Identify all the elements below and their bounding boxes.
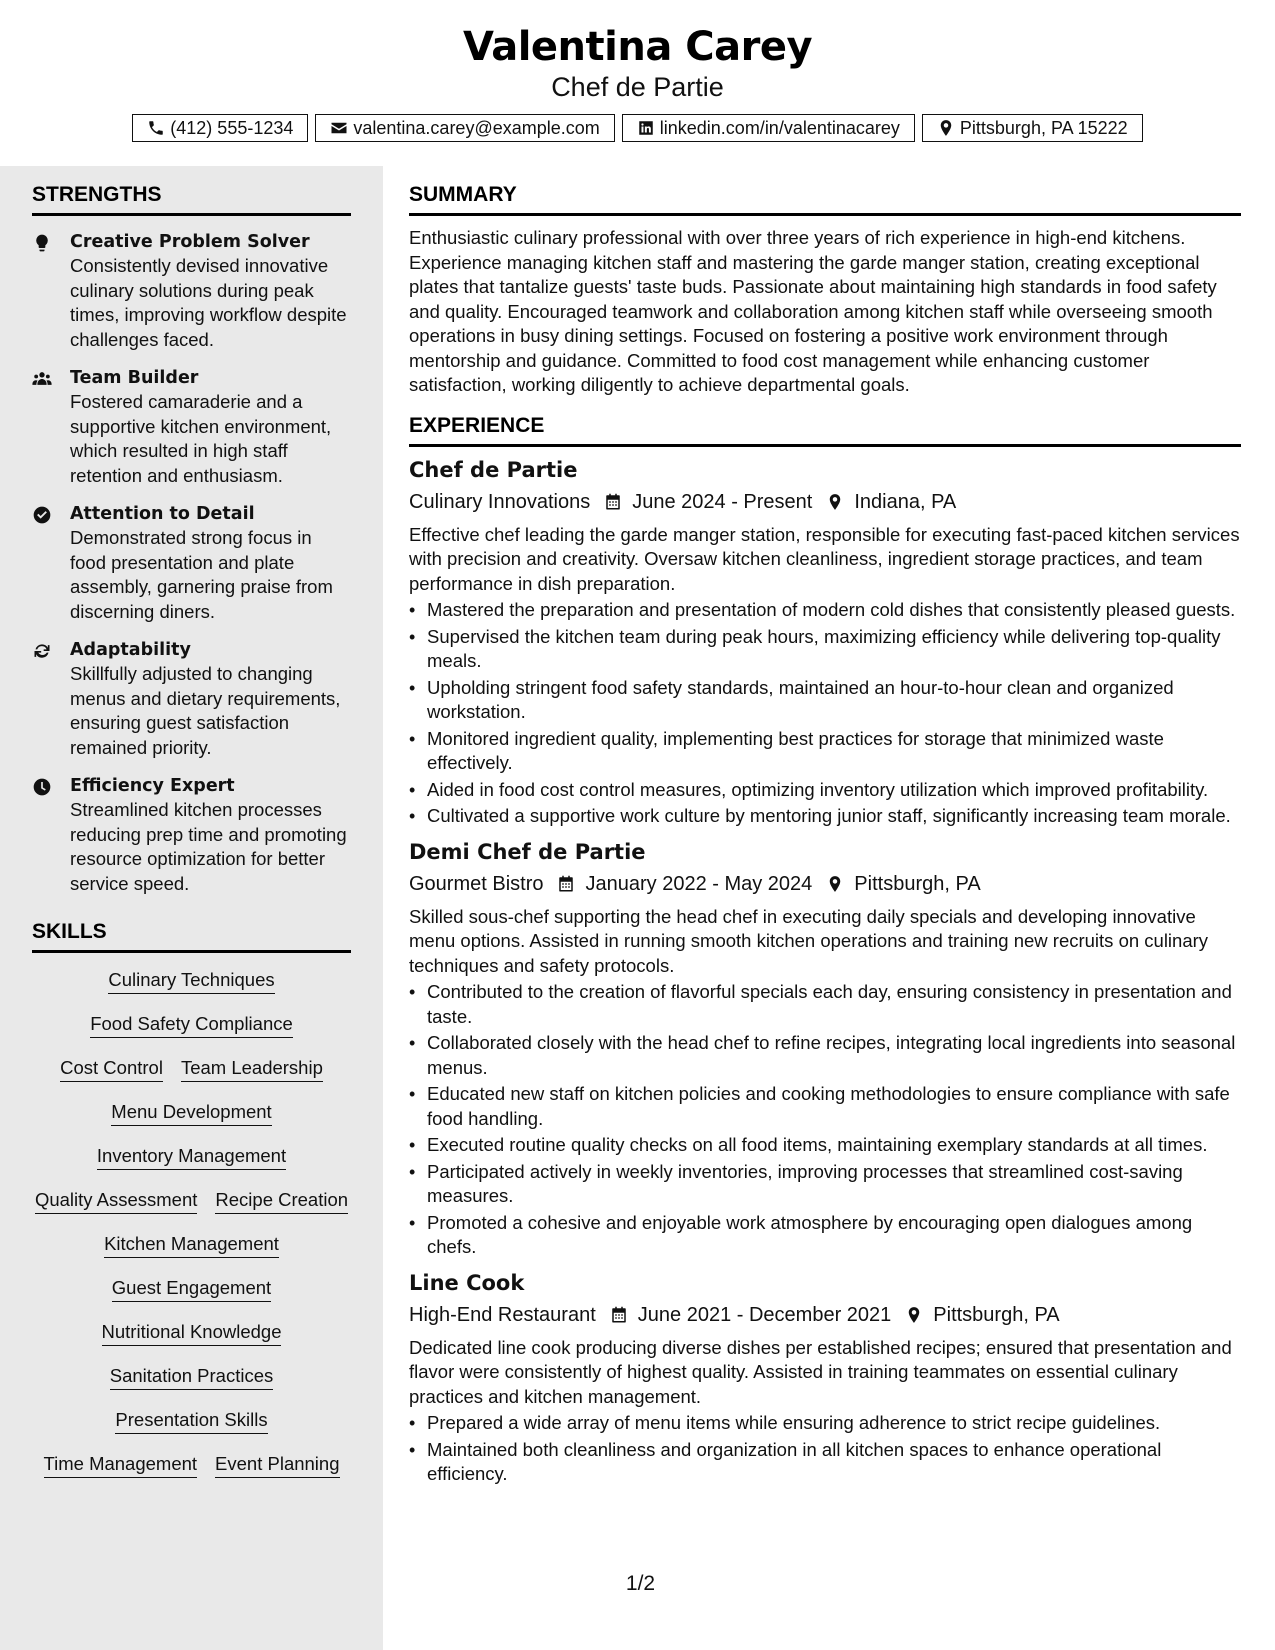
contact-location xyxy=(922,114,1143,142)
job-meta xyxy=(409,1300,1241,1330)
skill-tag: Kitchen Management xyxy=(104,1231,279,1258)
skills-list xyxy=(32,967,351,1478)
skill-tag: Presentation Skills xyxy=(115,1407,267,1434)
strength-item xyxy=(32,230,352,352)
strength-desc: Streamlined kitchen processes reducing prep time and promoting resource optimization for better service speed. xyxy=(70,799,347,894)
job-dates: June 2021 - December 2021 xyxy=(637,1303,892,1326)
bullet-item: • Maintained both cleanliness and organization in all kitchen spaces to enhance operational efficiency. xyxy=(427,1438,1241,1487)
strength-title: Attention to Detail xyxy=(70,504,255,524)
map-pin-icon xyxy=(826,874,844,894)
page-number xyxy=(0,1572,1275,1596)
job-dates: January 2022 - May 2024 xyxy=(585,872,813,895)
clock-icon xyxy=(32,777,52,797)
strength-title: Team Builder xyxy=(70,368,199,388)
bullet-item: • Upholding stringent food safety standards, maintained an hour-to-hour clean and organized workstation. xyxy=(427,676,1241,725)
summary-heading: SUMMARY xyxy=(409,183,1241,216)
strength-desc: Skillfully adjusted to changing menus and dietary requirements, ensuring guest satisfaction remained priority. xyxy=(70,663,341,758)
bullet-item: • Prepared a wide array of menu items while ensuring adherence to strict recipe guidelines. xyxy=(427,1411,1241,1436)
job-entry xyxy=(409,1268,1241,1487)
job-company: Culinary Innovations xyxy=(409,490,591,513)
job-title: Chef de Partie xyxy=(409,457,578,482)
job-location: Pittsburgh, PA xyxy=(933,1303,1060,1326)
check-circle-icon xyxy=(32,505,52,525)
envelope-icon xyxy=(330,119,348,137)
location-text: Pittsburgh, PA 15222 xyxy=(959,117,1128,138)
skill-tag: Quality Assessment xyxy=(35,1187,197,1214)
main-column xyxy=(409,166,1241,1489)
experience-heading: EXPERIENCE xyxy=(409,414,1241,447)
map-pin-icon xyxy=(826,492,844,512)
skill-tag: Sanitation Practices xyxy=(110,1363,274,1390)
phone-icon xyxy=(147,119,165,137)
summary-text: Enthusiastic culinary professional with over three years of rich experience in high-end kitchens. Experience managing kitchen staff and mastering the garde manger station, creating exceptional plates that tantalize guests' taste buds. Passionate about maintaining high standards in food safety and quality. Encouraged teamwork and collaboration among kitchen staff while overseeing smooth operations in busy dining settings. Focused on fostering a positive work environment through mentorship and guidance. Committed to food cost management while enhancing customer satisfaction, working diligently to achieve departmental goals. xyxy=(409,227,1217,395)
lightbulb-icon xyxy=(32,233,52,253)
job-description: Dedicated line cook producing diverse dishes per established recipes; ensured that presentation and flavor were consistently of highest quality. Assisted in training teammates on essential culinary practices and kitchen management. xyxy=(409,1336,1232,1407)
strength-item xyxy=(32,502,352,624)
job-company: High-End Restaurant xyxy=(409,1303,596,1326)
job-title: Line Cook xyxy=(409,1270,525,1295)
skill-tag: Event Planning xyxy=(215,1451,339,1478)
job-meta xyxy=(409,487,1241,517)
skill-tag: Guest Engagement xyxy=(112,1275,271,1302)
sidebar xyxy=(0,166,383,1650)
bullet-item: • Promoted a cohesive and enjoyable work atmosphere by encouraging open dialogues among chefs. xyxy=(427,1211,1241,1260)
skill-tag: Team Leadership xyxy=(181,1055,323,1082)
strength-title: Adaptability xyxy=(70,640,191,660)
map-pin-icon xyxy=(905,1305,923,1325)
candidate-title: Chef de Partie xyxy=(551,72,724,102)
bullet-item: • Cultivated a supportive work culture by mentoring junior staff, significantly increasing team morale. xyxy=(427,804,1241,829)
phone-text: (412) 555-1234 xyxy=(170,117,294,138)
candidate-name: Valentina Carey xyxy=(462,24,813,70)
strength-desc: Consistently devised innovative culinary solutions during peak times, improving workflow despite challenges faced. xyxy=(70,255,347,350)
linkedin-text: linkedin.com/in/valentinacarey xyxy=(659,117,900,138)
job-location: Pittsburgh, PA xyxy=(854,872,981,895)
job-bullets xyxy=(409,598,1241,829)
skill-tag: Recipe Creation xyxy=(215,1187,348,1214)
skill-tag: Nutritional Knowledge xyxy=(102,1319,282,1346)
job-entry xyxy=(409,455,1241,829)
skill-tag: Menu Development xyxy=(111,1099,271,1126)
bullet-item: • Monitored ingredient quality, implementing best practices for storage that minimized waste effectively. xyxy=(427,727,1241,776)
calendar-icon xyxy=(610,1305,628,1325)
bullet-item: • Mastered the preparation and presentation of modern cold dishes that consistently pleased guests. xyxy=(427,598,1241,623)
bullet-item: • Aided in food cost control measures, optimizing inventory utilization which improved profitability. xyxy=(427,778,1241,803)
job-bullets xyxy=(409,1411,1241,1487)
sync-icon xyxy=(32,641,52,661)
bullet-item: • Executed routine quality checks on all food items, maintaining exemplary standards at all times. xyxy=(427,1133,1241,1158)
strength-item xyxy=(32,366,352,488)
strength-item xyxy=(32,774,352,896)
skill-tag: Time Management xyxy=(44,1451,198,1478)
job-meta xyxy=(409,869,1241,899)
strength-item xyxy=(32,638,352,760)
skill-tag: Inventory Management xyxy=(97,1143,286,1170)
bullet-item: • Participated actively in weekly inventories, improving processes that streamlined cost-saving measures. xyxy=(427,1160,1241,1209)
email-text: valentina.carey@example.com xyxy=(353,117,600,138)
strengths-list xyxy=(32,230,352,896)
job-title: Demi Chef de Partie xyxy=(409,839,646,864)
skill-tag: Food Safety Compliance xyxy=(90,1011,293,1038)
contact-email[interactable] xyxy=(315,114,614,142)
strength-title: Creative Problem Solver xyxy=(70,232,310,252)
calendar-icon xyxy=(557,874,575,894)
users-icon xyxy=(32,369,52,389)
job-dates: June 2024 - Present xyxy=(632,490,813,513)
map-pin-icon xyxy=(937,119,955,137)
skill-tag: Cost Control xyxy=(60,1055,163,1082)
job-company: Gourmet Bistro xyxy=(409,872,544,895)
page-number-label: 1/2 xyxy=(625,1572,656,1595)
job-bullets xyxy=(409,980,1241,1260)
bullet-item: • Educated new staff on kitchen policies and cooking methodologies to ensure compliance with safe food handling. xyxy=(427,1082,1241,1131)
skill-tag: Culinary Techniques xyxy=(108,967,274,994)
job-entry xyxy=(409,837,1241,1260)
skills-heading: SKILLS xyxy=(32,920,351,953)
strength-title: Efficiency Expert xyxy=(70,776,235,796)
calendar-icon xyxy=(604,492,622,512)
job-description: Effective chef leading the garde manger station, responsible for executing fast-paced kitchen services with precision and creativity. Oversaw kitchen cleanliness, ingredient storage practices, and team performance in dish preparation. xyxy=(409,523,1240,594)
strengths-heading: STRENGTHS xyxy=(32,183,351,216)
job-location: Indiana, PA xyxy=(854,490,957,513)
contact-bar xyxy=(0,114,1275,142)
strength-desc: Demonstrated strong focus in food presentation and plate assembly, garnering praise from discerning diners. xyxy=(70,527,333,622)
job-description: Skilled sous-chef supporting the head chef in executing daily specials and developing innovative menu options. Assisted in running smooth kitchen operations and training new recruits on culinary techniques and safety protocols. xyxy=(409,905,1209,976)
bullet-item: • Contributed to the creation of flavorful specials each day, ensuring consistency in presentation and taste. xyxy=(427,980,1241,1029)
linkedin-icon xyxy=(637,119,655,137)
strength-desc: Fostered camaraderie and a supportive kitchen environment, which resulted in high staff retention and enthusiasm. xyxy=(70,391,332,486)
bullet-item: • Supervised the kitchen team during peak hours, maximizing efficiency while delivering top-quality meals. xyxy=(427,625,1241,674)
contact-phone[interactable] xyxy=(132,114,308,142)
contact-linkedin[interactable] xyxy=(622,114,915,142)
bullet-item: • Collaborated closely with the head chef to refine recipes, integrating local ingredients into seasonal menus. xyxy=(427,1031,1241,1080)
resume-header xyxy=(0,0,1275,160)
